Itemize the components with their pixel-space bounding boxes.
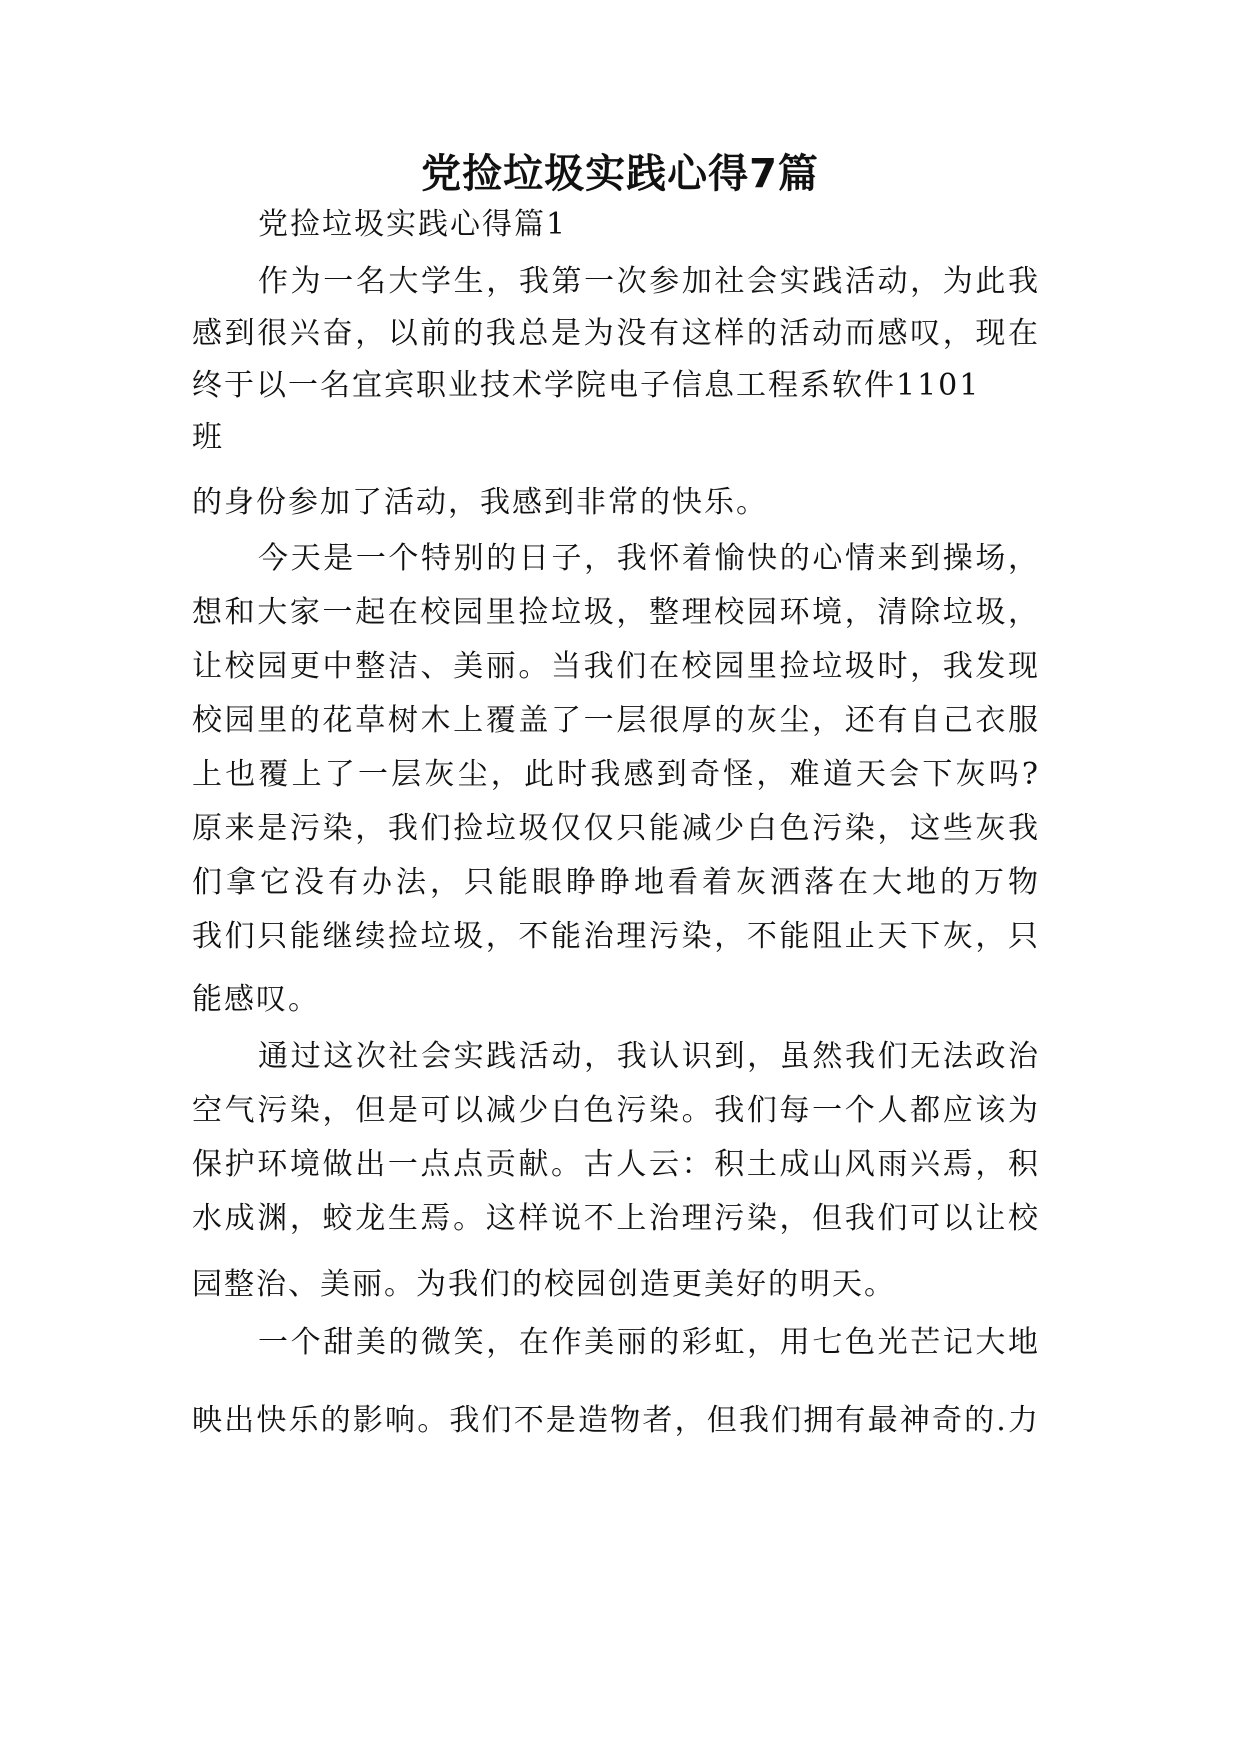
paragraph-line: 上也覆上了一层灰尘，此时我感到奇怪，难道天会下灰吗? <box>192 757 1040 792</box>
paragraph-line: 感到很兴奋，以前的我总是为没有这样的活动而感叹，现在 <box>192 316 1040 351</box>
paragraph-line: 映出快乐的影响。我们不是造物者，但我们拥有最神奇的.力 <box>192 1403 1040 1438</box>
paragraph-line: 我们只能继续捡垃圾，不能治理污染，不能阻止天下灰，只 <box>192 919 1040 954</box>
paragraph-line: 的身份参加了活动，我感到非常的快乐。 <box>192 485 768 520</box>
paragraph-line: 让校园更中整洁、美丽。当我们在校园里捡垃圾时，我发现 <box>192 649 1040 684</box>
paragraph-line: 通过这次社会实践活动，我认识到，虽然我们无法政治 <box>258 1039 1040 1074</box>
paragraph-line: 班 <box>192 420 224 455</box>
paragraph-line: 园整治、美丽。为我们的校园创造更美好的明天。 <box>192 1267 896 1302</box>
paragraph-line: 校园里的花草树木上覆盖了一层很厚的灰尘，还有自己衣服 <box>192 703 1040 738</box>
paragraph-line: 想和大家一起在校园里捡垃圾，整理校园环境，清除垃圾， <box>192 595 1040 630</box>
document-title: 党捡垃圾实践心得7篇 <box>421 151 819 197</box>
paragraph-line: 水成渊，蛟龙生焉。这样说不上治理污染，但我们可以让校 <box>192 1201 1040 1236</box>
paragraph-line: 作为一名大学生，我第一次参加社会实践活动，为此我 <box>258 264 1040 299</box>
section-heading: 党捡垃圾实践心得篇1 <box>258 207 568 242</box>
paragraph-line: 空气污染，但是可以减少白色污染。我们每一个人都应该为 <box>192 1093 1040 1128</box>
paragraph-line: 今天是一个特别的日子，我怀着愉快的心情来到操场， <box>258 541 1040 576</box>
paragraph-line: 原来是污染，我们捡垃圾仅仅只能减少白色污染，这些灰我 <box>192 811 1040 846</box>
paragraph-line: 保护环境做出一点点贡献。古人云：积土成山风雨兴焉，积 <box>192 1147 1040 1182</box>
paragraph-line: 们拿它没有办法，只能眼睁睁地看着灰洒落在大地的万物 <box>192 865 1040 900</box>
paragraph-line: 一个甜美的微笑，在作美丽的彩虹，用七色光芒记大地 <box>258 1325 1040 1360</box>
paragraph-line: 能感叹。 <box>192 982 320 1017</box>
paragraph-line: 终于以一名宜宾职业技术学院电子信息工程系软件1101 <box>192 368 981 403</box>
